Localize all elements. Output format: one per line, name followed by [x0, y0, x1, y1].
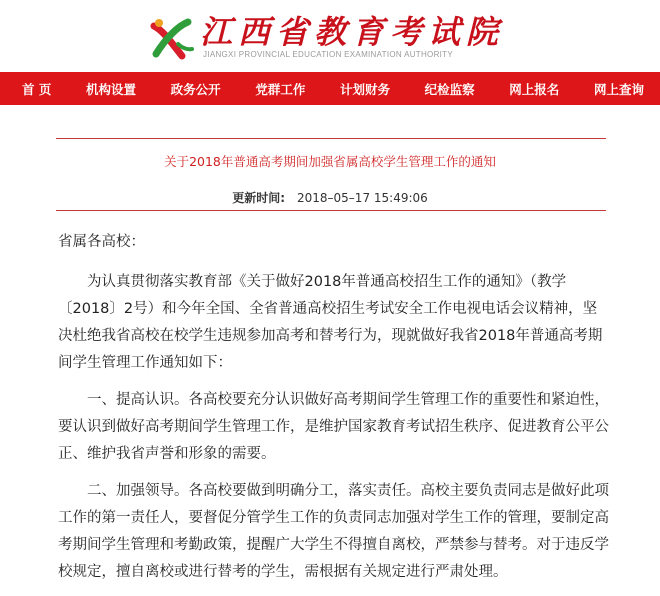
- title-divider-top: [56, 138, 606, 139]
- nav-item-online-query[interactable]: 网上查询: [593, 81, 644, 97]
- site-subtitle: JIANGXI PROVINCIAL EDUCATION EXAMINATION AUTHORITY: [203, 50, 453, 59]
- article-body: [58, 229, 610, 596]
- nav-item-government-affairs[interactable]: 政务公开: [170, 81, 221, 97]
- site-header: [0, 0, 660, 72]
- nav-item-party-work[interactable]: 党群工作: [255, 81, 306, 97]
- main-nav: [0, 72, 660, 105]
- site-logo-icon[interactable]: [148, 16, 194, 60]
- title-divider-bottom: [56, 210, 606, 211]
- nav-item-organization[interactable]: 机构设置: [86, 81, 137, 97]
- salutation: 省属各高校：: [58, 234, 145, 250]
- paragraph-section-1: 一、提高认识。各高校要充分认识做好高考期间学生管理工作的重要性和紧迫性，要认识到做好高考期间学生管理工作，是维护国家教育考试招生秩序、促进教育公平公正、维护我省声誉和形象的需要。: [58, 392, 609, 462]
- updated-label: 更新时间:: [232, 191, 285, 205]
- article-title: 关于2018年普通高考期间加强省属高校学生管理工作的通知: [164, 154, 496, 169]
- nav-item-planning-finance[interactable]: 计划财务: [339, 81, 390, 97]
- paragraph-intro: 为认真贯彻落实教育部《关于做好2018年普通高校招生工作的通知》（教学〔2018〕2号）和今年全国、全省普通高校招生考试安全工作电视电话会议精神，坚决杜绝我省高校在校学生违规参加高考和替考行为，现就做好我省2018年普通高考期间学生管理工作通知如下：: [58, 274, 603, 371]
- nav-item-online-registration[interactable]: 网上报名: [509, 81, 560, 97]
- article-meta: [0, 189, 660, 206]
- nav-item-discipline-inspection[interactable]: 纪检监察: [424, 81, 475, 97]
- updated-value: 2018–05–17 15:49:06: [297, 191, 428, 205]
- paragraph-section-2: 二、加强领导。各高校要做到明确分工，落实责任。高校主要负责同志是做好此项工作的第一责任人，要督促分管学生工作的负责同志加强对学生工作的管理，要制定高考期间学生管理和考勤政策，提醒广大学生不得擅自离校，严禁参与替考。对于违反学校规定，擅自离校或进行替考的学生，需根据有关规定进行严肃处理。: [58, 483, 609, 580]
- site-title[interactable]: 江西省教育考试院: [200, 13, 505, 51]
- nav-item-home[interactable]: 首 页: [22, 81, 52, 97]
